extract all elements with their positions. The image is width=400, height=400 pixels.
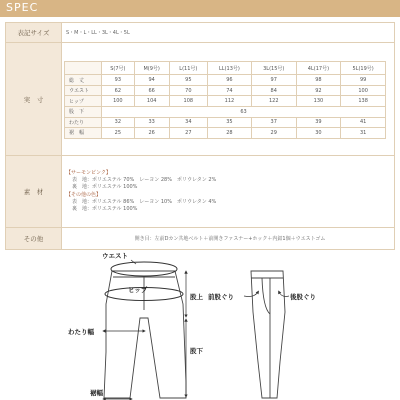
table-row [65, 107, 386, 118]
spec-table [5, 22, 395, 250]
cell: 96 [207, 75, 251, 86]
table-row [65, 75, 386, 86]
cell: 39 [296, 117, 341, 128]
cell: 34 [169, 117, 207, 128]
cell: 93 [102, 75, 135, 86]
table-row [65, 96, 386, 107]
material-line: 裏 地：ポリエステル 100% [72, 205, 138, 212]
row-label: わたり [65, 117, 102, 128]
front-rise-pointer [244, 292, 258, 297]
cell: 100 [341, 85, 386, 96]
cell: 27 [169, 128, 207, 139]
cell: 122 [251, 96, 296, 107]
cell: 70 [169, 85, 207, 96]
dims-header-row [65, 62, 386, 75]
cell: 28 [207, 128, 251, 139]
cell: 130 [296, 96, 341, 107]
cell: 37 [251, 117, 296, 128]
cell: 31 [341, 128, 386, 139]
dims-table [64, 61, 386, 139]
back-rise-label: 後股ぐり [290, 293, 316, 301]
inseam-label: 股下 [190, 347, 203, 355]
cell: 74 [207, 85, 251, 96]
merged-cell: 63 [102, 107, 386, 118]
cell: 84 [251, 85, 296, 96]
cell: 32 [102, 117, 135, 128]
table-row [65, 128, 386, 139]
table-row [65, 85, 386, 96]
cell: 29 [251, 128, 296, 139]
pants-diagram [0, 252, 400, 400]
cell: 62 [102, 85, 135, 96]
cell: 100 [102, 96, 135, 107]
material-line: 表 地：ポリエステル 70% レーヨン 28% ポリウレタン 2% [72, 177, 217, 184]
cell: 35 [207, 117, 251, 128]
table-row [65, 117, 386, 128]
cell: 94 [134, 75, 169, 86]
cell: 98 [296, 75, 341, 86]
cell: 92 [296, 85, 341, 96]
thigh-label: わたり幅 [68, 328, 94, 336]
size-value: S・M・L・LL・3L・4L・5L [62, 23, 395, 43]
other-label: その他 [6, 228, 62, 250]
row-label: ヒップ [65, 96, 102, 107]
col-header: M(9号) [134, 62, 169, 75]
cell: 33 [134, 117, 169, 128]
cell: 99 [341, 75, 386, 86]
cell: 41 [341, 117, 386, 128]
hem-label: 裾幅 [90, 389, 103, 397]
col-header: S(7号) [102, 62, 135, 75]
hip-label: ヒップ [128, 286, 148, 294]
col-header: 4L(17号) [296, 62, 341, 75]
cell: 104 [134, 96, 169, 107]
other-value: 開き目：左前Dカン共地ベルト＋前開きファスナー+ホック＋内釦1個＋ウエストゴム [62, 228, 395, 250]
col-header: LL(13号) [207, 62, 251, 75]
cell: 97 [251, 75, 296, 86]
size-label: 表記サイズ [6, 23, 62, 43]
material-label: 素 材 [6, 156, 62, 228]
row-label: 股 下 [65, 107, 102, 118]
material-line: 裏 地：ポリエステル 100% [72, 184, 138, 191]
col-header: 3L(15号) [251, 62, 296, 75]
cell: 95 [169, 75, 207, 86]
cell: 112 [207, 96, 251, 107]
dims-label: 実 寸 [6, 43, 62, 156]
dims-cell [62, 43, 395, 156]
cell: 108 [169, 96, 207, 107]
waist-label: ウエスト [102, 252, 128, 260]
side-pants [251, 271, 285, 398]
front-rise-label: 前股ぐり [208, 293, 234, 301]
cell: 30 [296, 128, 341, 139]
material-heading: 【サーモンピンク】 [66, 169, 111, 176]
waist-ellipse [111, 262, 177, 276]
cell: 66 [134, 85, 169, 96]
col-header: L(11号) [169, 62, 207, 75]
rise-label: 股上 [190, 293, 203, 301]
spec-title: SPEC [6, 1, 39, 14]
spec-header [0, 0, 400, 17]
cell: 138 [341, 96, 386, 107]
row-label: 裾 幅 [65, 128, 102, 139]
material-line: 表 地：ポリエステル 86% レーヨン 10% ポリウレタン 4% [72, 198, 217, 205]
dims-corner [65, 62, 102, 75]
row-label: 総 丈 [65, 75, 102, 86]
cell: 26 [134, 128, 169, 139]
row-label: ウエスト [65, 85, 102, 96]
material-cell [62, 156, 395, 228]
col-header: 5L(19号) [341, 62, 386, 75]
material-heading: 【その他の色】 [66, 191, 102, 198]
cell: 25 [102, 128, 135, 139]
